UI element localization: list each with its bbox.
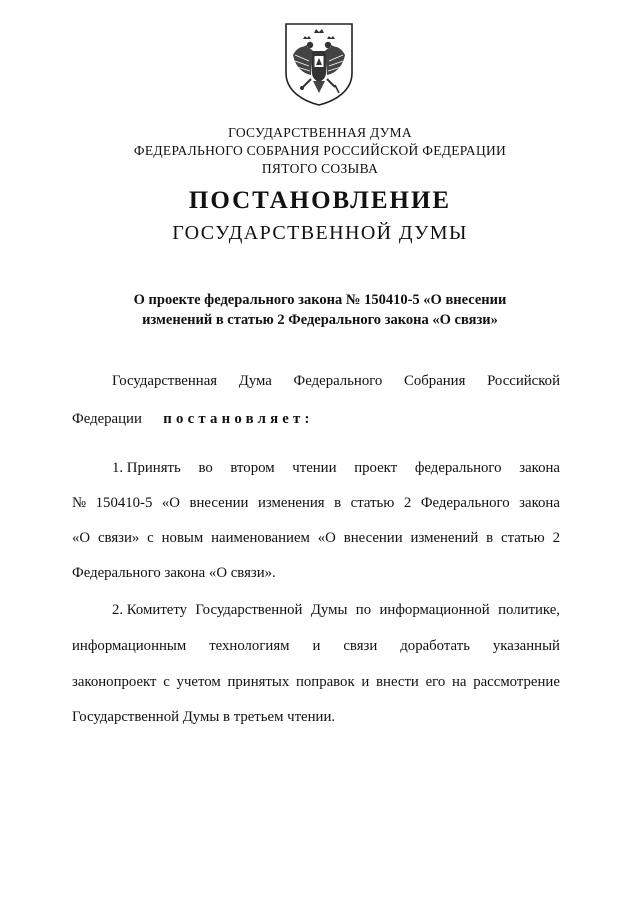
item1-line — [72, 530, 560, 547]
item2-word: и — [312, 638, 321, 654]
preamble-line — [112, 373, 560, 390]
item2-word: по — [355, 602, 372, 618]
item2-word: на — [451, 674, 467, 690]
item1-word: 2 — [403, 495, 412, 511]
item2-line — [72, 638, 560, 655]
item1-word: «О — [317, 530, 336, 546]
item1-line: Федерального закона «О связи». — [72, 565, 276, 581]
item1-word: изменений — [410, 530, 479, 546]
item2-word: 2. Комитету — [112, 602, 188, 618]
item2-word: учетом — [176, 674, 221, 690]
preamble-word: Дума — [238, 373, 272, 389]
item1-word: во — [198, 460, 213, 476]
item1-word: закона — [519, 495, 560, 511]
item1-word: связи» — [97, 530, 140, 546]
item2-word: с — [163, 674, 170, 690]
item2-line — [112, 602, 560, 619]
item1-word: закона — [519, 460, 560, 476]
item2-word: указанный — [492, 638, 560, 654]
subject-line: О проекте федерального закона № 150410-5 «О внесении — [133, 292, 507, 308]
resolution-keyword: постановляет: — [163, 411, 314, 427]
item2-line: Государственной Думы в третьем чтении. — [72, 709, 336, 725]
issuing-body-header — [0, 124, 640, 178]
item2-word: политике, — [498, 602, 560, 618]
item1-word: чтении — [292, 460, 337, 476]
item2-word: его — [425, 674, 446, 690]
item1-word: проект — [354, 460, 398, 476]
preamble-word: Федерального — [293, 373, 383, 389]
item1-word: с — [147, 530, 154, 546]
item2-word: принятых — [227, 674, 290, 690]
preamble-line — [72, 411, 560, 428]
item1-word: 1. Принять — [112, 460, 181, 476]
preamble-word: Государственная — [112, 373, 218, 389]
item1-word: в — [334, 495, 342, 511]
item1-word: № — [72, 495, 87, 511]
item1-word: внесении — [189, 495, 249, 511]
document-type-title: ПОСТАНОВЛЕНИЕ — [188, 187, 452, 214]
item1-line — [72, 495, 560, 512]
document-issuer-title: ГОСУДАРСТВЕННОЙ ДУМЫ — [172, 222, 468, 244]
header-line: ФЕДЕРАЛЬНОГО СОБРАНИЯ РОССИЙСКОЙ ФЕДЕРАЦИИ — [133, 143, 507, 158]
item1-word: в — [486, 530, 494, 546]
item2-word: законопроект — [72, 674, 157, 690]
item2-word: информационным — [72, 638, 187, 654]
item1-word: 2 — [552, 530, 560, 546]
preamble-start: Федерации — [72, 411, 142, 427]
item1-word: статью — [350, 495, 395, 511]
item1-line — [112, 460, 560, 477]
item2-line — [72, 674, 560, 691]
item2-word: связи — [343, 638, 378, 654]
preamble-word: Собрания — [404, 373, 466, 389]
item1-word: внесении — [343, 530, 403, 546]
item1-word: Федерального — [420, 495, 510, 511]
item2-word: поправок — [295, 674, 355, 690]
item2-word: информационной — [379, 602, 490, 618]
document-subject — [0, 290, 640, 330]
item2-word: Государственной — [195, 602, 303, 618]
item1-word: новым — [161, 530, 204, 546]
coat-of-arms-icon — [283, 21, 355, 107]
item1-word: 150410-5 — [95, 495, 153, 511]
header-line: ГОСУДАРСТВЕННАЯ ДУМА — [228, 125, 412, 140]
preamble-word: Российской — [487, 373, 560, 389]
item2-word: рассмотрение — [473, 674, 560, 690]
item2-word: Думы — [310, 602, 348, 618]
item1-word: втором — [230, 460, 275, 476]
item1-word: наименованием — [211, 530, 310, 546]
item1-word: «О — [72, 530, 91, 546]
item2-word: и — [361, 674, 370, 690]
item1-word: федерального — [414, 460, 502, 476]
item1-word: «О — [161, 495, 180, 511]
item1-word: изменения — [257, 495, 325, 511]
subject-line: изменений в статью 2 Федерального закона «О связи» — [142, 312, 498, 328]
item1-word: статью — [501, 530, 545, 546]
item2-word: доработать — [400, 638, 470, 654]
item2-word: внести — [376, 674, 419, 690]
item2-word: технологиям — [209, 638, 290, 654]
header-line: ПЯТОГО СОЗЫВА — [261, 161, 379, 176]
